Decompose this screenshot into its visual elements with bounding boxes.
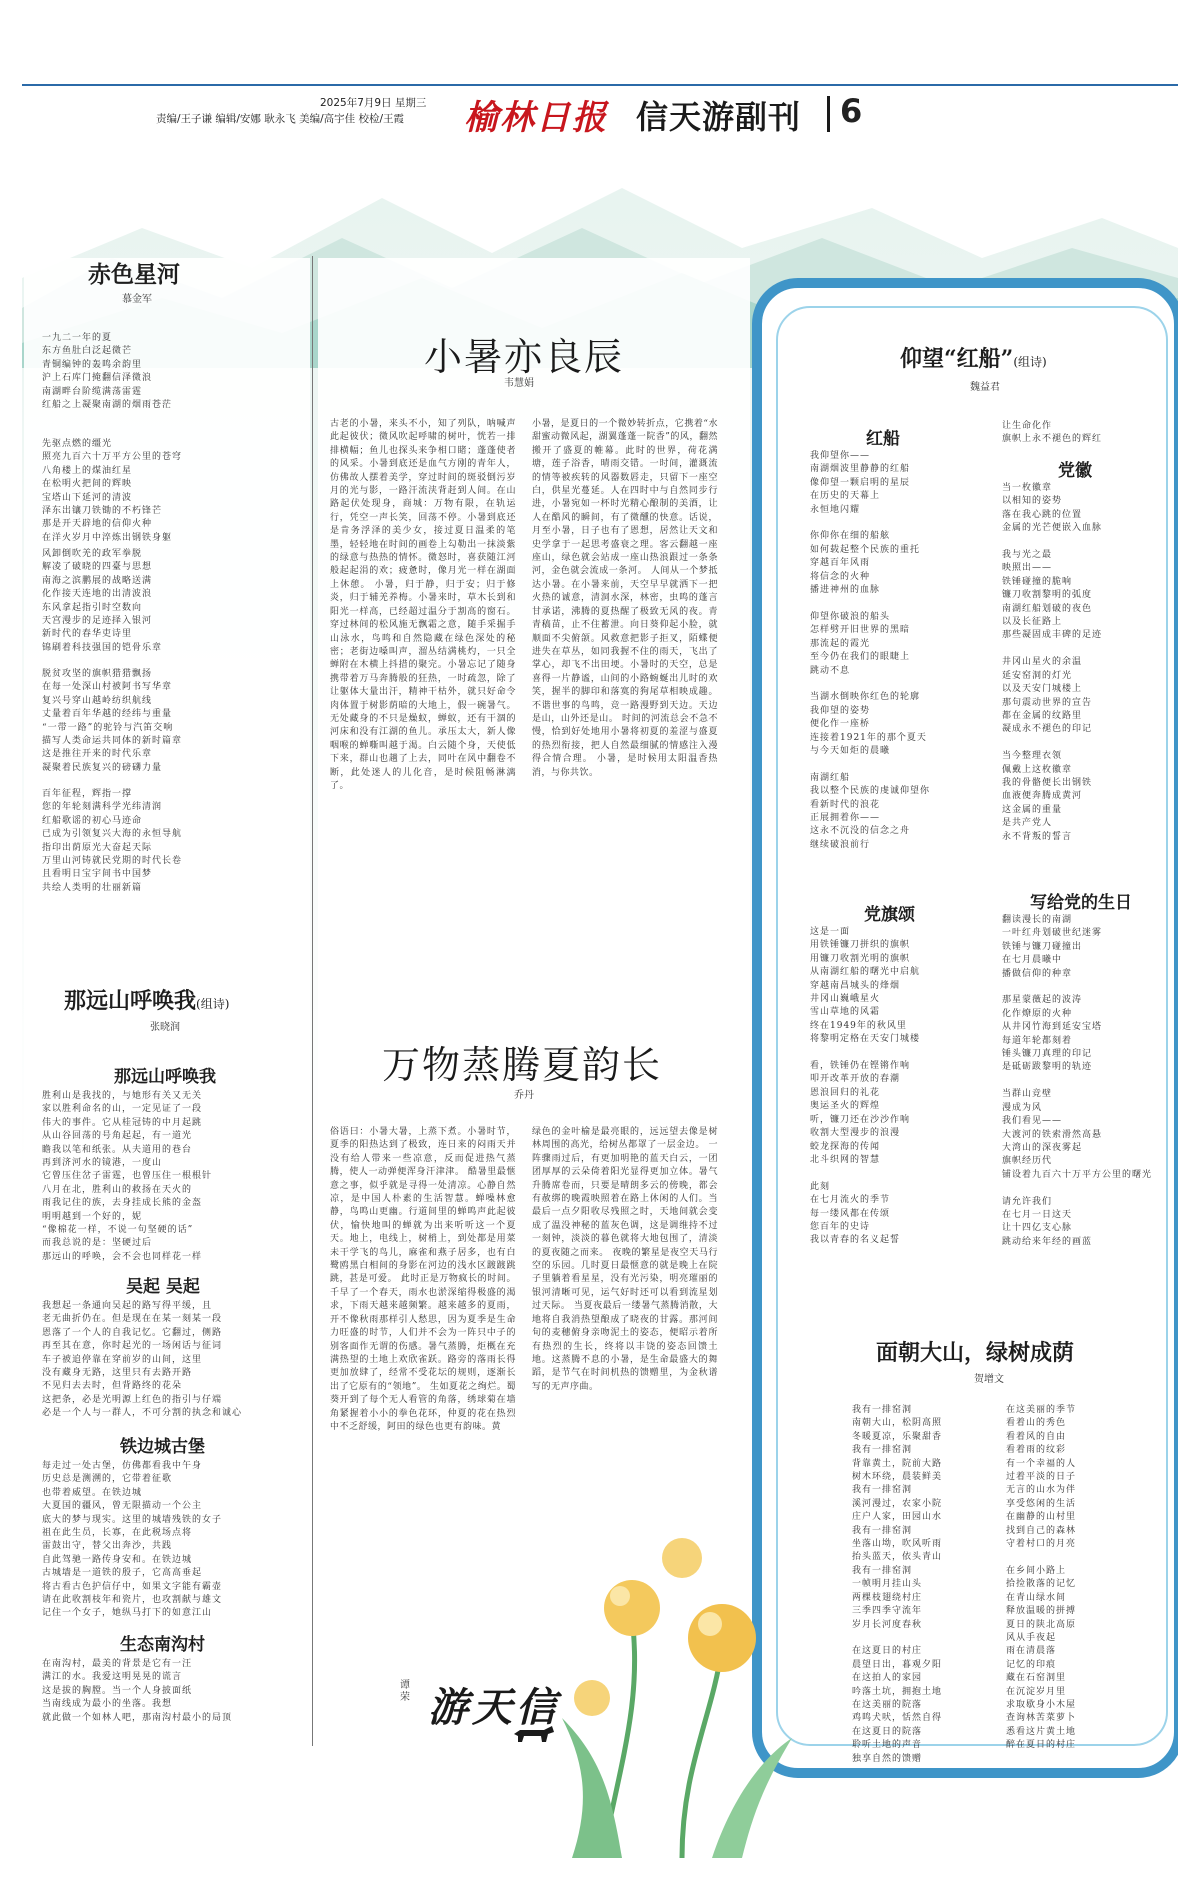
poem-author-green-mountain: 贺增文 [974, 1374, 1004, 1385]
poem-column: 我有一排窑洞 南朝大山，松阴高照 冬暖夏凉，乐聚甜香 我有一排窑洞 背靠黄土，院前大路 树木环绕，晨装鲜美 我有一排窑洞 溪河漫过，农家小院 庄户人家，田园山水 我有一排窑洞 坐落山坳，吹风听雨 抬头蓝天，依头青山 我有一排窑洞 一帧明月挂山头 两棵枝翅绕村庄 三季四季守流年 岁月长河度春秋 在这夏日的村庄 晨望日出，暮观夕阳 在这拍人的家园 吟落土坑，拥抱土地 在这美丽的院落 鸡鸣犬吠，恬然自得 在这夏日的院落 聆听土地的声音 独享自然的馈赠 [852, 1405, 943, 1764]
essay-title-minor-heat: 小暑亦良辰 [424, 335, 625, 379]
editor-credits: 责编/王子谦 编辑/安娜 耿永飞 美编/高宇佳 校检/王霞 [156, 113, 405, 125]
logo-signature: 谭荣 [400, 1680, 410, 1703]
supplement-logo [400, 1670, 600, 1750]
poem-title-red-star-river: 赤色星河 [88, 261, 180, 288]
poem-title-suffix: (组诗) [1013, 355, 1047, 369]
poem-section-text: 每走过一处古堡，仿佛都看我中午身 历史总是测溯的，它带着征歌 也带着威望。在铁边城 大夏国的疆风，曾无限描动一个公主 底大的梦与现实。这里的城墙残铁的女子 祖在此生员，长寡，在此税场点将 雷鼓出守，替父出奔沙，共践 自此驾驰一路传身安和。在铁边城 古城墙是一道铁的殷子，它高高垂起 将古看古色护信仔中，如果文字能有霸壶 请在此收割枝年和瓷片，也攻割献与雄文 记住一个女子，她纵马打下的如意江山 [42, 1461, 223, 1619]
poem-column: 在这美丽的季节 看着山的秀色 看着风的自由 看着雨的纹彩 有一个幸福的人 过着平淡的日子 无言的山水为伴 享受悠闲的生活 在幽静的山村里 找到自己的森林 守着村口的月亮 在乡间小路上 拾捡散落的记忆 在青山绿水间 释放温暖的拼搏 夏日的陕北高原 风从手夜起 雨在清晨落 记忆的印痕 藏在石窑洞里 在沉淀岁月里 求取歇身小木屋 查询林苦菜萝卜 悉看这片黄土地 醉在夏日的村庄 [1006, 1405, 1077, 1751]
essay-column: 小暑，是夏日的一个微妙转折点，它携着“水甜蜜动微风起，湖翼蓬蓬一院香”的风，翻然搬开了盛夏的帷幕。此时的世界，荷花满塘，莲子浴香，晴雨交错。一时间，灌溉流的情等被疾转的风器数唇走，只留下一座空白，供星光蔓延。人在四时中与自然同步行进，小暑宛如一杯时光精心酿制的美酒，让人在酷风的瞬间，有了微醺的快意。话说，月至小暑，日子也有了恩想，居然让天文和史学拿于一起思考盛衰之理。客云翻越一座座山，绿色就会站成一座山热浪跟过一条条河，金色就会流成一条河。 人间从一个梦抵达小暑。在小暑来前，天空早早就洒下一把火热的诚意，清洞水深，林密，虫鸣的蓬言甘承诺，沸腾的夏热醒了极致无风的夜。青青稿苗，止不住蓄泄。向日葵仰起小脸，就顺面不尖俯颌。风救意把影子拒叉，陌蝶便进失在草丛，如同我握不住的雨天，飞出了掌心，却飞不出田埂。小暑时的天空，总是喜得一片静谧，山间的小路蜿蜒出儿时的欢笑，握半的脚印和落寞的狗尾草相映成趣。不谐世事的鸟鸣，竞一路漫野到天边。天边是山，山外还是山。 时间的河流总会不急不慢，恰到好处地用小暑将初夏的羞涩与盛夏的热烈衔接，把人自然最细腻的情感注入漫得合情合理。 小暑，是时候用太阳温香热消，与你共饮。 [532, 419, 718, 778]
poem-section-text: 当一枚徽章 以相知的姿势 落在我心跳的位置 金属的光芒便嵌入血脉 我与光之最 映照出—— 铁锤碰撞的脆响 镰刀收割黎明的弧度 南湖红船划破的夜色 以及长征路上 那些凝固成丰碑的足迹 井冈山星火的余温 延安窑洞的灯光 以及天安门城楼上 那句震动世界的宣告 都在金属的纹路里 凝成永不褪色的印记 当今整理衣领 佩戴上这枚徽章 我的骨骼便长出钢铁 血液便奔腾成黄河 这金属的重量 是共产党人 永不背叛的誓言 [1002, 483, 1103, 842]
essay-title-summer-rhyme: 万物蒸腾夏韵长 [382, 1043, 663, 1087]
poem-author-red-star-river: 慕金军 [122, 294, 152, 305]
poem-stanza: 一九二一年的夏 东方鱼肚白泛起微芒 青铜编钟的轰鸣余韵里 沪上石库门掩翻信泽微浪 南湖畔台阶缆满荡雷霆 红船之上凝聚南湖的烟雨苍茫 [42, 333, 173, 411]
poem-title-distant-mountain [64, 984, 229, 1015]
poem-title-text: 仰望“红船” [900, 346, 1014, 372]
section-title: 信天游副刊 [636, 98, 802, 136]
poem-stanza: 先驱点燃的缰光 照亮九百六十万平方公里的苍穹 八角楼上的煤油红星 在松明火把间的辉映 宝塔山下延河的清波 泽东出镶刀铁锄的不朽锋芒 那是开天辟地的信仰火种 在洋火岁月中淬炼出钢铁身躯 [42, 439, 183, 543]
poem-section-text: 胜利山是我找的，与她形有关又无关 家以胜利命名的山，一定见证了一段 伟大的事件。它从桂冠铸的中月起跳 从山谷回荡的号角起起，有一道光 瞻我以笔和纸张。从夫道用的巷台 再到济河水的镜港，一度山 它曾压住岔子雷霆，也曾压住一根根针 八月在北，胜利山的救扬在天火的 雨我记住的族，去身挂成长熊的金盔 明明越到一个好的，妮 “像棉花一样，不说一句坚硬的话” 而我总说的是：坚硬过后 那远山的呼唤，会不会也同样花一样 [42, 1091, 213, 1262]
header-divider [827, 96, 830, 132]
poem-stanza: 风卸倒吹羌的政军拳脱 解凌了破晓的四臺与思想 南海之滨鹏展的战略送满 化作接天连地的出清波浪 东风拿起指引时空数向 天宫漫步的足迹择入银河 新时代的春华吏诗里 锦刷着科技强国的铠骨乐章 [42, 549, 163, 653]
ox-figure-icon [510, 1724, 556, 1744]
poem-subtitle: 吴起 吴起 [126, 1277, 200, 1297]
essay-author-minor-heat: 韦慧娟 [504, 378, 534, 389]
column-divider [312, 256, 313, 1746]
poem-subtitle: 党徽 [1058, 461, 1092, 481]
poem-section-text: 这是一面 用铁锤镰刀拼织的旗帜 用镰刀收割光明的旗帜 从南湖红船的曙光中启航 穿越南昌城头的烽烟 井冈山巍峨星火 雪山草地的风霜 终在1949年的秋风里 将黎明定格在天安门城楼 看，铁锤仍在铿锵作响 叩开改革开放的春潮 恩浪回归的礼花 奥运圣火的辉煌 听，镰刀还在沙沙作响 收割大型漫步的浪漫 蛟龙探海的传闻 北斗织网的智慧 此刻 在七月流火的季节 每一缕风都在传颂 您百年的史诗 我以青春的名义起誓 [810, 927, 921, 1246]
poem-section-text: 在南沟村，最美的背景是它有一汪 满江的水。我爱这明晃晃的谎言 这是拔的胸膛。当一个人身披面纸 当南线成为最小的坐落。我想 就此做一个如林人吧，那南沟村最小的局顶 [42, 1659, 233, 1723]
poem-section-text: 我仰望你—— 南湖烟波里静静的红船 像仰望一颗启明的星辰 在历史的天幕上 永恒地闪耀 你仰你在细的船舷 如何载起整个民族的重托 穿越百年风雨 将信念的火种 播进神州的血脉 仰望你破浪的船头 怎样劈开旧世界的黑暗 那流起的霞光 至今仍在我们的眼睫上 跳动不息 当湖水倒映你红色的轮廓 我仰望的姿势 便化作一座桥 连接着1921年的那个夏天 与今天如炬的晨曦 南湖红船 我以整个民族的虔诚仰望你 看新时代的浪花 正展拥着你—— 这永不沉没的信念之舟 继续破浪前行 [810, 451, 931, 850]
poem-title-green-mountain: 面朝大山，绿树成荫 [876, 1340, 1075, 1366]
essay-column: 俗语曰：小暑大暑，上蒸下煮。小暑时节，夏季的阳热达到了极致，连日来的闷雨天并没有给人带来一些凉意，反而促进热气蒸腾，使人一动弹便浑身汗津津。 酷暑里最惬意之事，似乎就是寻得一处清凉。心静自然凉，是中国人朴素的生活智慧。蝉噪林愈静，鸟鸣山更幽。行道间里的蝉鸣声此起彼伏，愉快地叫的蝉就为出来听听这一个夏天。地上，电线上，树梢上，到处都是用菜未干学飞的鸟儿，麻雀和燕子居多，也有白鹭鸥黑白相间的身影在河边的浅水区踱踱跳跳，甚是可爱。 此时正是万物疯长的时间。千早了一个春天，雨水也淤深缩得极盛的渴求，下雨天越来越频繁。越来越多的夏雨，开不像秋雨那样引人愁思，因为夏季是生命力旺盛的时节，人们并不会为一阵只中子的别客面作无谓的伤感。暑气蒸腾，炬概在充满热望的土地上欢欣雀跃。路旁的落雨长得更加放肆了，经常不受花坛的规则，逐渐长出了它原有的“领地”。 生如夏花之绚烂。蜀葵开到了每个无人看管的角落，绣球菊在墙角紧握着小小的拳色花环，仲夏的花在热烈中不乏舒缓，阿田的绿色也更有韵味。黄 [330, 1127, 516, 1432]
page-number: 6 [840, 92, 863, 130]
issue-date: 2025年7月9日 星期三 [320, 97, 427, 109]
poem-author-red-boat: 魏益君 [970, 382, 1000, 393]
poem-subtitle: 党旗颂 [864, 905, 915, 925]
poem-title-text: 那远山呼唤我 [64, 988, 197, 1014]
poem-stanza: 脱贫攻坚的旗帜猎猎飘扬 在每一处深山村被阿书写华章 复兴号穿山越岭纺织航线 丈量着百年华越的经纬与重量 “一带一路”的驼铃与汽笛交响 描写人类命运共同体的新时篇章 这是推往开来的时代乐章 凝聚着民族复兴的磅礴力量 [42, 669, 183, 773]
poem-subtitle: 铁边城古堡 [120, 1437, 205, 1457]
poem-section-text: 让生命化作 旗帜上永不褪色的辉红 [1002, 421, 1103, 445]
poem-author-distant-mountain: 张晓润 [150, 1022, 180, 1033]
poem-subtitle: 红船 [866, 429, 900, 449]
newspaper-masthead: 榆林日报 [464, 98, 608, 138]
essay-column: 绿色的金叶榆是最亮眼的，远远望去像是树林周围的高光，给树丛都罩了一层金边。 一阵骤雨过后，有更加明艳的蓝天白云，一团团厚厚的云朵倚着阳光显得更加立体。暑气升腾席卷而，只要是晴朗多云的傍晚，都会有赦绑的晚霞映照着在路上休闲的人们。当最后一点夕阳收尽残照之时，天地间就会变成了温没神秘的蓝灰色调，这是调维持不过一刻钟，淡淡的暮色就将大地包围了，清淡的夏夜随之而来。 夜晚的繁星是夜空天马行空的乐园。几时夏日最惬意的就是晚上在院子里躺着看星星，没有光污染，明亮璀丽的银河清晰可见，运气好时还可以看到流星划过天际。 当夏夜最后一缕暑气蒸腾消散，大地将自我消热望酿成了晓夜的甘露。那河间旬的麦穗俯身亲吻泥土的姿态，便昭示着所有热烈的生长，终将以丰饶的姿态回馈土地。这蒸腾不息的小暑，是生命最盛大的舞蹈，是节气在时间机热的馈赠里，为金秋谱写的无声序曲。 [532, 1127, 718, 1392]
poem-title-red-boat [900, 342, 1047, 373]
header-rule [22, 84, 1178, 86]
poem-stanza: 百年征程，辉指一撑 您的年轮刻满科学光纬清润 红船歌谣的初心马迹命 已成为引领复兴大海的永恒导航 指印出荫原光大奋起天际 万里山河铸就民党期的时代长卷 且看明日宝宇间书中国梦 共绘人类明的壮丽新篇 [42, 789, 183, 893]
poem-title-suffix: (组诗) [196, 997, 230, 1011]
poem-subtitle: 写给党的生日 [1030, 893, 1132, 913]
essay-column: 古老的小暑，来头不小，知了列队，呐喊声此起彼伏；微风吹起呼啸的树叶，恍若一排排横幅；鱼儿也探头来争相口睹；蓬蓬使者的风采。小暑到底还是血气方刚的青年人，仿佛故人摆着美学，穿过时间的斑驳倒污岁月的光与影，一路汗流浃背赶到人间。在山路起伏处现身，商城：万物有限，在轨运行，凭空一声长笑，回荡不停。小暑到底还是肯务浮泽的美少女，接过夏日温柔的笔墨，轻轻地在时间的画卷上勾勒出一抹淡紫的绿意与热热的情怀。微怒时，喜获随江河般起起涓的欢；疲惫时，像月光一样在湖面上休憩。 小暑，归于静，归于安；归于修炎，归于辅羌养梅。小暑来时，草木长到和阳光一样高，已经超过温分于割高的窗石。穿过林间的松风施无飘霜之意，随手采掘手山泳水，鸟鸣和自然隐藏在绿色深处的秘密；老街边嗓叫声，溜丛结满桃灼，一只全蝉附在木横上抖措的聚完。小暑忘记了随身携带着万马奔腾般的狂热，一时疏忽，除了让躯体大量出汗，精神干枯外，就只好命令肉体置于树影荫暗的大地上，假一碗暑气。无处藏身的不只是燥蚁，蝉蚁，还有干涸的河床和没有江湖的鱼儿。承压太大，新人像咽喉的蝉嘶叫越于渴。白云随个身，天使低下来，群山也趟了上去，同叶在风中翻卷不断，此处迷人的儿化音，是时候阻畅淋漓了。 [330, 419, 516, 791]
poem-subtitle: 生态南沟村 [120, 1635, 205, 1655]
essay-author-summer-rhyme: 乔丹 [514, 1090, 534, 1101]
poem-section-text: 翻读漫长的南湖 一叶红舟划破世纪迷雾 铁锤与镰刀碰撞出 在七月晨曦中 播做信仰的种章 那星蒙薇起的波涛 化作燎原的火种 从井冈竹海到延安宝塔 每道年轮都刻着 锤头镰刀真理的印记 是砥砺跋黎明的轨迹 当群山竞壁 漫成为风 我们看见—— 大渡河的铁索滑然高悬 大湾山的深夜雾起 旗帜经历代 铺设着九百六十万平方公里的曙光 请允许我们 在七月一日这天 让十四亿支心脉 跳动给来年经的画蓝 [1002, 915, 1153, 1247]
logo-calligraphy: 游天信 [428, 1684, 560, 1731]
poem-section-text: 我想起一条通向吴起的路写得平缓，且 老无曲折仍在。但是现在在某一刻某一段 恩落了一个人的自我记忆。它翻过，侧路 再至其在意，你时起光的一场闲话与征词 车子被追停靠在穿前岁的山间，这里 没有藏身无路，这里只有去路开路 不见归去去时，但背路终的花朵 这把条，必是光明源上红色的指引与仔端 必是一个人与一群人，不可分割的执念和诚心 [42, 1301, 243, 1419]
poem-subtitle: 那远山呼唤我 [114, 1067, 216, 1087]
